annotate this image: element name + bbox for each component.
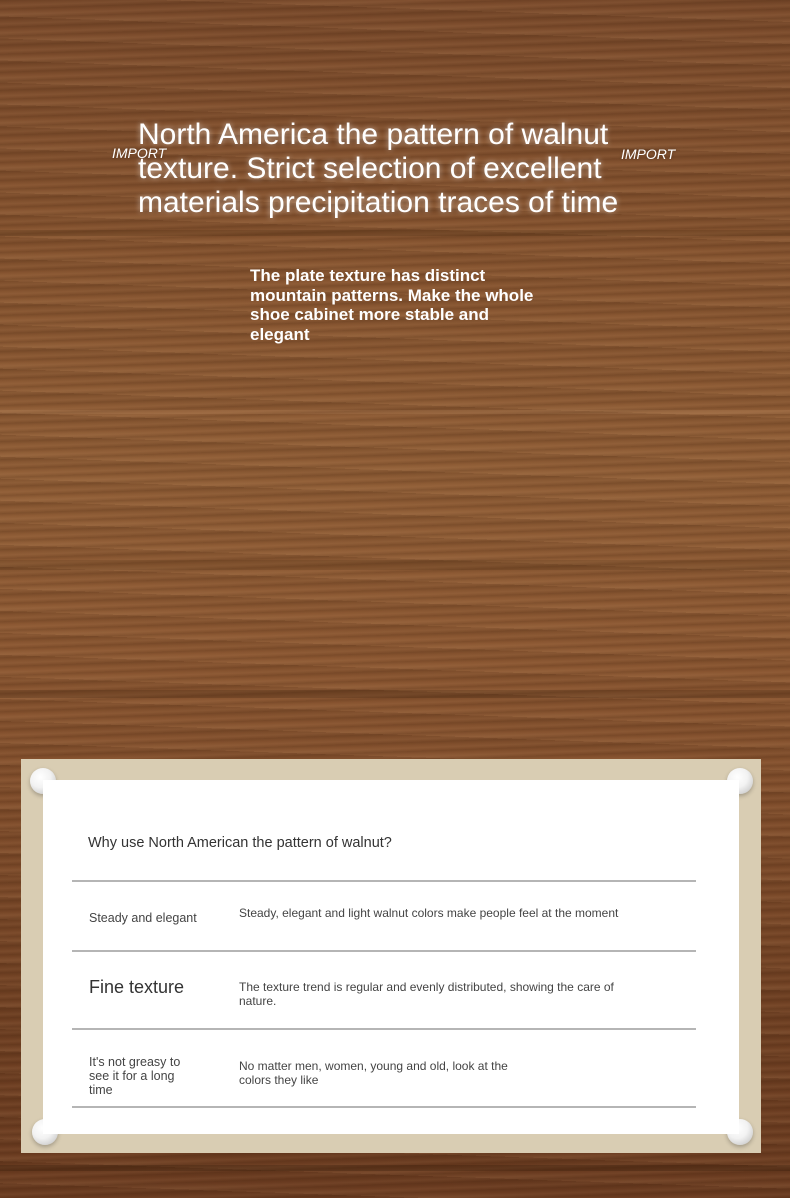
card-question: Why use North American the pattern of walnut? [88,835,392,851]
info-card-frame [21,759,761,1153]
wood-grain-streak [0,230,790,236]
row-desc: The texture trend is regular and evenly distributed, showing the care of nature. [239,980,614,1008]
row-title: Steady and elegant [89,911,197,925]
wood-grain-streak [0,1165,790,1171]
divider [72,950,696,952]
row-desc: No matter men, women, young and old, look at the colors they like [239,1059,508,1087]
divider [72,1028,696,1030]
hero-subtext: The plate texture has distinct mountain patterns. Make the whole shoe cabinet more stable and elegant [250,266,534,344]
divider [72,880,696,882]
wood-grain-streak [0,560,790,570]
import-label-right: IMPORT [621,146,676,162]
hero-heading: North America the pattern of walnut texture. Strict selection of excellent materials precipitation traces of time [138,118,619,219]
info-card [43,780,739,1134]
divider [72,1106,696,1108]
wood-grain-streak [0,690,790,698]
row-title: It's not greasy to see it for a long time [89,1055,181,1097]
row-desc: Steady, elegant and light walnut colors make people feel at the moment [239,906,619,920]
import-label-left: IMPORT [112,145,167,161]
wood-grain-streak [0,410,790,414]
row-title: Fine texture [89,977,185,997]
